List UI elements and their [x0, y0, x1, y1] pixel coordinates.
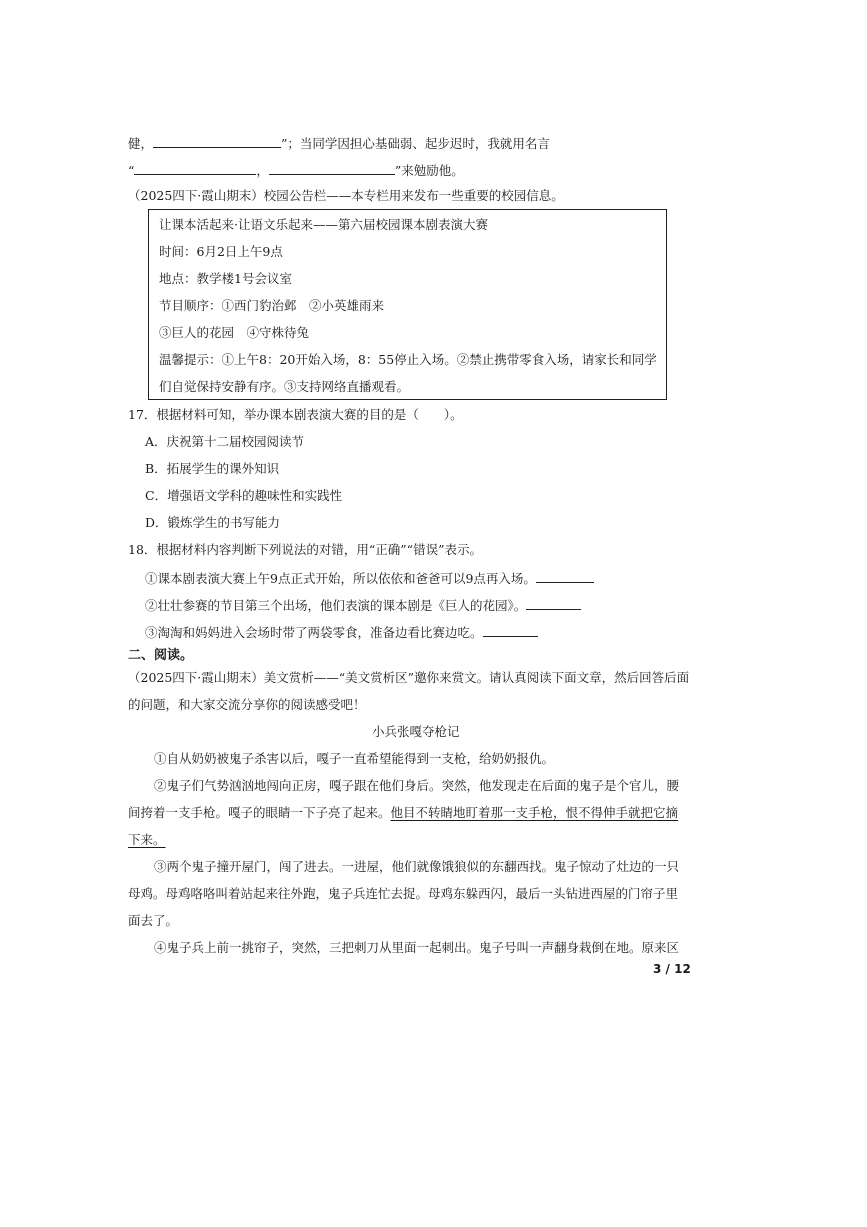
- notice-order-2: ③巨人的花园 ④守株待兔: [159, 325, 310, 340]
- option-c[interactable]: C．增强语文学科的趣味性和实践性: [145, 488, 343, 503]
- paragraph-2-line-3: 下来。: [128, 832, 166, 847]
- option-a[interactable]: A．庆祝第十二届校园阅读节: [145, 434, 305, 449]
- intro-line-2: [128, 162, 464, 179]
- judgement-item-2: [145, 597, 581, 614]
- answer-blank[interactable]: [153, 135, 281, 148]
- intro-text: ，: [256, 163, 269, 178]
- intro-text: ”；当同学因担心基础弱、起步迟时，我就用名言: [281, 136, 550, 151]
- answer-blank[interactable]: [536, 570, 594, 583]
- article-title: 小兵张嘎夺枪记: [372, 724, 460, 739]
- answer-blank[interactable]: [526, 597, 581, 610]
- intro-text: 健，: [128, 136, 154, 151]
- notice-title: 让课本活起来·让语文乐起来——第六届校园课本剧表演大赛: [159, 217, 488, 232]
- notice-order-1: 节目顺序：①西门豹治邺 ②小英雄雨来: [159, 298, 385, 313]
- paragraph-2-line-2: [128, 805, 678, 821]
- answer-blank[interactable]: [483, 624, 538, 637]
- notice-time: 时间：6月2日上午9点: [159, 244, 283, 259]
- notice-place: 地点：教学楼1号会议室: [159, 271, 292, 286]
- notice-tip-2: 们自觉保持安静有序。③支持网络直播观看。: [159, 379, 410, 394]
- paragraph-3-line-3: 面去了。: [128, 913, 179, 928]
- paragraph-1: ①自从奶奶被鬼子杀害以后，嘎子一直希望能得到一支枪，给奶奶报仇。: [154, 751, 555, 766]
- judgement-text: ②壮壮参赛的节目第三个出场，他们表演的课本剧是《巨人的花园》。: [145, 598, 527, 613]
- answer-blank[interactable]: [134, 162, 256, 175]
- paragraph-3-line-2: 母鸡。母鸡咯咯叫着站起来往外跑，鬼子兵连忙去捉。母鸡东躲西闪，最后一头钻进西屋的门帘子里: [128, 886, 679, 901]
- option-d[interactable]: D．锻炼学生的书写能力: [145, 515, 281, 530]
- paragraph-4-line-1: ④鬼子兵上前一挑帘子，突然，三把刺刀从里面一起刺出。鬼子号叫一声翻身栽倒在地。原来区: [154, 940, 680, 955]
- underlined-sentence: 他目不转睛地盯着那一支手枪，恨不得伸手就把它摘: [390, 805, 679, 820]
- question-17-stem: 17．根据材料可知，举办课本剧表演大赛的目的是（ ）。: [128, 407, 463, 422]
- intro-line-1: [128, 135, 550, 152]
- judgement-item-1: [145, 570, 594, 587]
- option-b[interactable]: B．拓展学生的课外知识: [145, 461, 280, 476]
- paragraph-3-line-1: ③两个鬼子撞开屋门，闯了进去。一进屋，他们就像饿狼似的东翻西找。鬼子惊动了灶边的一只: [154, 859, 680, 874]
- page-number: 3 / 12: [653, 962, 691, 976]
- paragraph-2-line-1: ②鬼子们气势汹汹地闯向正房，嘎子跟在他们身后。突然，他发现走在后面的鬼子是个官儿，腰: [154, 778, 680, 793]
- paragraph-text: 间挎着一支手枪。嘎子的眼睛一下子亮了起来。: [128, 805, 391, 820]
- intro-text: “: [128, 163, 135, 178]
- question-18-stem: 18．根据材料内容判断下列说法的对错，用“正确”“错误”表示。: [128, 542, 482, 557]
- bulletin-source: （2025四下·霞山期末）校园公告栏——本专栏用来发布一些重要的校园信息。: [128, 188, 564, 203]
- answer-blank[interactable]: [269, 162, 395, 175]
- section-heading: 二、阅读。: [128, 648, 194, 663]
- intro-text: ”来勉励他。: [394, 163, 464, 178]
- reading-source-1: （2025四下·霞山期末）美文赏析——“美文赏析区”邀你来赏文。请认真阅读下面文章，然后回答后面: [128, 670, 690, 685]
- judgement-item-3: [145, 624, 538, 641]
- notice-tip-1: 温馨提示：①上午8：20开始入场，8：55停止入场。②禁止携带零食入场，请家长和同学: [159, 352, 657, 367]
- judgement-text: ①课本剧表演大赛上午9点正式开始，所以依依和爸爸可以9点再入场。: [145, 571, 536, 586]
- reading-source-2: 的问题，和大家交流分享你的阅读感受吧！: [128, 697, 366, 712]
- judgement-text: ③淘淘和妈妈进入会场时带了两袋零食，准备边看比赛边吃。: [145, 625, 483, 640]
